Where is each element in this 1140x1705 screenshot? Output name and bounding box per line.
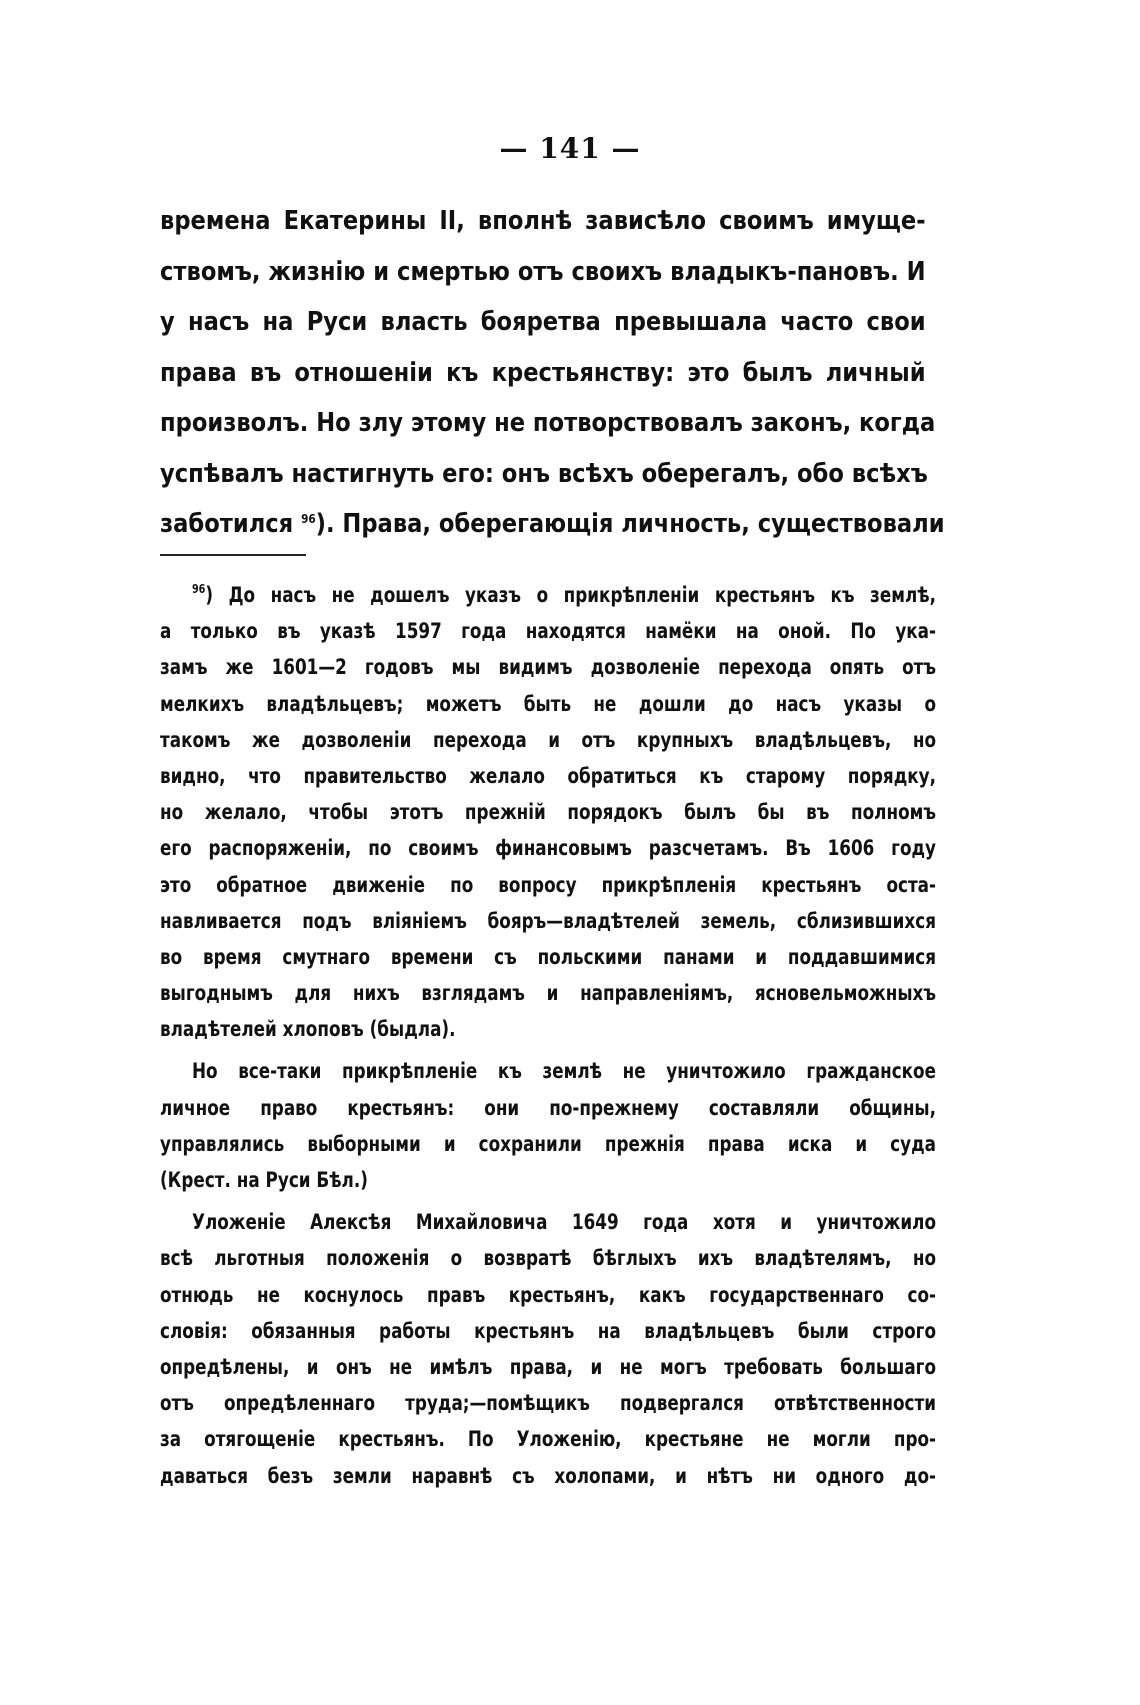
footnote-paragraph-line: личное право крестьянъ: они по-прежнему составляли общины, <box>160 1095 936 1120</box>
footnote-reference: 96 <box>301 512 316 526</box>
footnote-paragraph-line: отнюдь не коснулось правъ крестьянъ, какъ государственнаго со- <box>160 1282 936 1307</box>
main-text-line: ствомъ, жизнію и смертью отъ своихъ владыкъ-пановъ. И <box>160 256 926 287</box>
footnote-line: выгоднымъ для нихъ взглядамъ и направленіямъ, ясновельможныхъ <box>160 981 936 1006</box>
footnote-block <box>160 577 936 1494</box>
footnote-first-line <box>160 577 936 613</box>
footnote-line: во время смутнаго времени съ польскими панами и поддавшимися <box>160 944 936 969</box>
page-number: — 141 — <box>499 132 641 165</box>
footnote-line: видно, что правительство желало обратиться къ старому порядку, <box>160 763 936 788</box>
main-text-block <box>160 196 945 550</box>
main-text-line: у насъ на Руси власть бояретва превышала часто свои <box>160 307 926 337</box>
main-text-fragment: заботился <box>160 509 302 539</box>
main-text-line: времена Екатерины II, вполнѣ зависѣло своимъ имуще- <box>160 206 926 236</box>
main-text-last-line <box>160 499 945 550</box>
footnote-line: навливается подъ вліяніемъ бояръ—владѣтелей земель, сблизившихся <box>160 908 936 933</box>
footnote-line: а только въ указѣ 1597 года находятся намёки на оной. По ука- <box>160 619 936 644</box>
footnote-paragraph-line: словія: обязанныя работы крестьянъ на владѣльцевъ были строго <box>160 1318 936 1343</box>
footnote-paragraph-line: за отягощеніе крестьянъ. По Уложенію, крестьяне не могли про- <box>160 1427 936 1452</box>
footnote-line: владѣтелей хлоповъ (быдла). <box>160 1017 456 1042</box>
footnote-number: 96 <box>192 582 206 596</box>
footnote-line: замъ же 1601—2 годовъ мы видимъ дозволеніе перехода опять отъ <box>160 655 936 680</box>
footnote-line: его распоряженіи, по своимъ финансовымъ разсчетамъ. Въ 1606 году <box>160 836 936 861</box>
footnote-paragraph-line: Уложеніе Алексѣя Михайловича 1649 года хотя и уничтожило <box>192 1210 936 1235</box>
footnote-divider <box>160 554 306 556</box>
footnote-paragraph-line: (Крест. на Руси Бѣл.) <box>160 1168 368 1192</box>
footnote-line: это обратное движеніе по вопросу прикрѣпленія крестьянъ оста- <box>160 872 936 897</box>
footnote-line: такомъ же дозволеніи перехода и отъ крупныхъ владѣльцевъ, но <box>160 727 936 752</box>
main-text-line: права въ отношеніи къ крестьянству: это былъ личный <box>160 357 926 388</box>
footnote-paragraph-line: опредѣлены, и онъ не имѣлъ права, и не могъ требовать большаго <box>160 1354 936 1379</box>
footnote-paragraph-line: даваться безъ земли наравнѣ съ холопами, и нѣтъ ни одного до- <box>160 1463 936 1488</box>
footnote-paragraph-line: всѣ льготныя положенія о возвратѣ бѣглыхъ ихъ владѣтелямъ, но <box>160 1246 936 1271</box>
main-text-line: успѣвалъ настигнуть его: онъ всѣхъ оберегалъ, обо всѣхъ <box>160 458 928 489</box>
footnote-paragraph-line: отъ опредѣленнаго труда;—помѣщикъ подвергался отвѣтственности <box>160 1391 936 1416</box>
footnote-paragraph-line: управлялись выборными и сохранили прежнія права иска и суда <box>160 1131 936 1156</box>
footnote-fragment: ) До насъ не дошелъ указъ о прикрѣпленіи крестьянъ къ землѣ, <box>205 583 937 607</box>
footnote-line: но желало, чтобы этотъ прежній порядокъ былъ бы въ полномъ <box>160 800 936 825</box>
main-text-line: произволъ. Но злу этому не потворствовалъ законъ, когда <box>160 408 936 438</box>
footnote-line: мелкихъ владѣльцевъ; можетъ быть не дошли до насъ указы о <box>160 691 936 716</box>
footnote-paragraph-line: Но все-таки прикрѣпленіе къ землѣ не уничтожило гражданское <box>192 1059 936 1084</box>
main-text-fragment: ). Права, оберегающія личность, существовали <box>315 509 945 539</box>
